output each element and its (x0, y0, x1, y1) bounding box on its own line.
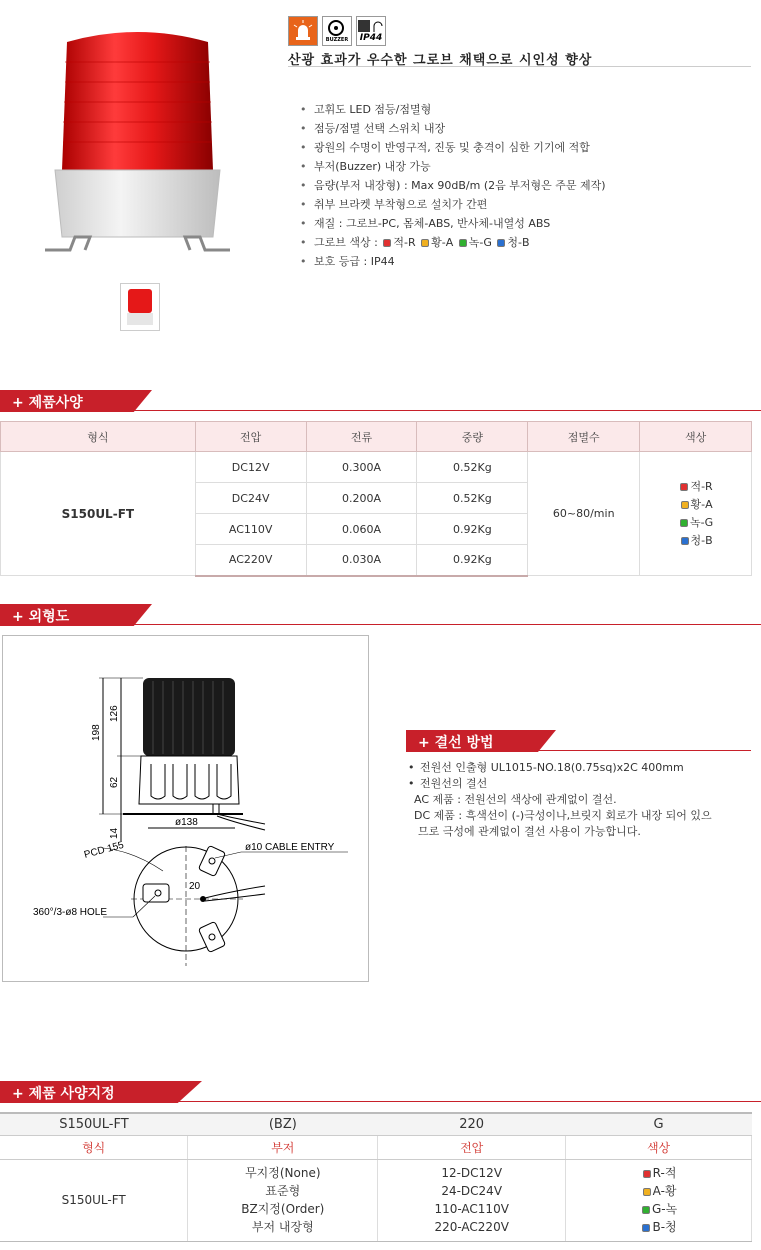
divider (288, 66, 751, 67)
pcd-label: PCD 155 (82, 839, 125, 861)
voltage-cell (378, 1159, 566, 1241)
table-cell: 0.52Kg (417, 483, 528, 514)
feature-item: • 고휘도 LED 점등/점멸형 (300, 100, 606, 119)
col-header: 형식 (1, 422, 196, 452)
ip-rating-badge: IP44 (356, 16, 386, 46)
feature-item: • 광원의 수명이 반영구적, 진동 및 충격이 심한 기기에 적합 (300, 138, 606, 157)
spec-table (0, 421, 752, 577)
section-outline-header: + 외형도 (0, 604, 761, 626)
green-swatch-icon (642, 1206, 650, 1214)
feature-item: • 점등/점멸 선택 스위치 내장 (300, 119, 606, 138)
buzzer-icon: BUZZER (322, 16, 352, 46)
color-cell: R-적 A-황 G-녹 B-청 (566, 1159, 752, 1241)
col-header: 전류 (306, 422, 417, 452)
table-cell: AC220V (195, 545, 306, 576)
feature-list (300, 100, 606, 271)
col-header: 형식 (0, 1135, 188, 1159)
wiring-line: • 전원선 인출형 UL1015-NO.18(0.75sq)x2C 400mm (406, 760, 751, 776)
order-code-cell: S150UL-FT (0, 1113, 188, 1135)
model-cell: S150UL-FT (1, 452, 196, 576)
table-cell: 0.060A (306, 514, 417, 545)
table-cell: 0.300A (306, 452, 417, 483)
dim-138-label: ø138 (175, 817, 198, 828)
table-cell: DC12V (195, 452, 306, 483)
green-swatch-icon (459, 239, 467, 247)
amber-swatch-icon (421, 239, 429, 247)
dim-14-label: 14 (109, 827, 120, 839)
color-cell: 적-R 황-A 녹-G 청-B (640, 452, 752, 576)
voltage-option: 24-DC24V (441, 1184, 503, 1198)
dim-20-label: 20 (189, 881, 201, 892)
blue-swatch-icon (642, 1224, 650, 1232)
voltage-option: 220-AC220V (434, 1220, 509, 1234)
voltage-option: 110-AC110V (434, 1202, 509, 1216)
headline: 산광 효과가 우수한 그로브 채택으로 시인성 향상 (288, 53, 593, 68)
buzzer-cell (188, 1159, 378, 1241)
table-cell: 0.52Kg (417, 452, 528, 483)
order-code-cell: G (566, 1113, 752, 1135)
product-image (45, 22, 230, 257)
col-header: 중량 (417, 422, 528, 452)
wiring-line: DC 제품 : 흑색선이 (-)극성이나,브릿지 회로가 내장 되어 있으 (414, 809, 712, 822)
col-header: 전압 (378, 1135, 566, 1159)
hole-label: 360°/3-ø8 HOLE (33, 907, 108, 918)
wiring-line: 므로 극성에 관계없이 결선 사용이 가능합니다. (418, 825, 641, 838)
red-swatch-icon (383, 239, 391, 247)
dim-198-label: 198 (91, 724, 102, 741)
table-cell: 0.200A (306, 483, 417, 514)
flash-cell: 60~80/min (528, 452, 640, 576)
lamp-icon (288, 16, 318, 46)
outline-drawing (2, 635, 369, 982)
table-cell: 0.92Kg (417, 545, 528, 576)
feature-item: • 음량(부저 내장형) : Max 90dB/m (2음 부저형은 주문 제작) (300, 176, 606, 195)
product-thumbnail[interactable] (120, 283, 160, 331)
buzzer-option: BZ지정(Order) (241, 1202, 325, 1216)
table-cell: 0.92Kg (417, 514, 528, 545)
wiring-line: AC 제품 : 전원선의 색상에 관계없이 결선. (414, 793, 617, 806)
model-cell: S150UL-FT (0, 1159, 188, 1241)
order-code-cell: (BZ) (188, 1113, 378, 1135)
col-header: 색상 (566, 1135, 752, 1159)
table-cell: 0.030A (306, 545, 417, 576)
order-table (0, 1112, 752, 1242)
buzzer-option: 무지정(None) (245, 1166, 321, 1180)
feature-item: • 부저(Buzzer) 내장 가능 (300, 157, 606, 176)
feature-item-colors: • 그로브 색상 : 적-R 황-A 녹-G 청-B (300, 233, 606, 252)
buzzer-option: 표준형 (265, 1184, 301, 1198)
buzzer-option: 부저 내장형 (251, 1220, 314, 1234)
feature-item: • 재질 : 그로브-PC, 몸체-ABS, 반사체-내열성 ABS (300, 214, 606, 233)
blue-swatch-icon (681, 537, 689, 545)
amber-swatch-icon (643, 1188, 651, 1196)
col-header: 부저 (188, 1135, 378, 1159)
table-cell: AC110V (195, 514, 306, 545)
section-wiring-header: + 결선 방법 (406, 730, 751, 752)
section-spec-header: + 제품사양 (0, 390, 761, 412)
red-swatch-icon (643, 1170, 651, 1178)
section-order-header: + 제품 사양지정 (0, 1081, 761, 1103)
order-code-cell: 220 (378, 1113, 566, 1135)
col-header: 점멸수 (528, 422, 640, 452)
dim-126-label: 126 (109, 705, 120, 722)
amber-swatch-icon (681, 501, 689, 509)
table-cell: DC24V (195, 483, 306, 514)
wiring-line: • 전원선의 결선 (406, 776, 751, 792)
red-swatch-icon (680, 483, 688, 491)
feature-item: • 보호 등급 : IP44 (300, 252, 606, 271)
blue-swatch-icon (497, 239, 505, 247)
col-header: 전압 (195, 422, 306, 452)
cable-entry-label: ø10 CABLE ENTRY (245, 842, 335, 853)
voltage-option: 12-DC12V (441, 1166, 503, 1180)
col-header: 색상 (640, 422, 752, 452)
wiring-text (406, 760, 751, 840)
feature-badges (288, 16, 386, 46)
dim-62-label: 62 (109, 776, 120, 788)
feature-item: • 취부 브라켓 부착형으로 설치가 간편 (300, 195, 606, 214)
green-swatch-icon (680, 519, 688, 527)
